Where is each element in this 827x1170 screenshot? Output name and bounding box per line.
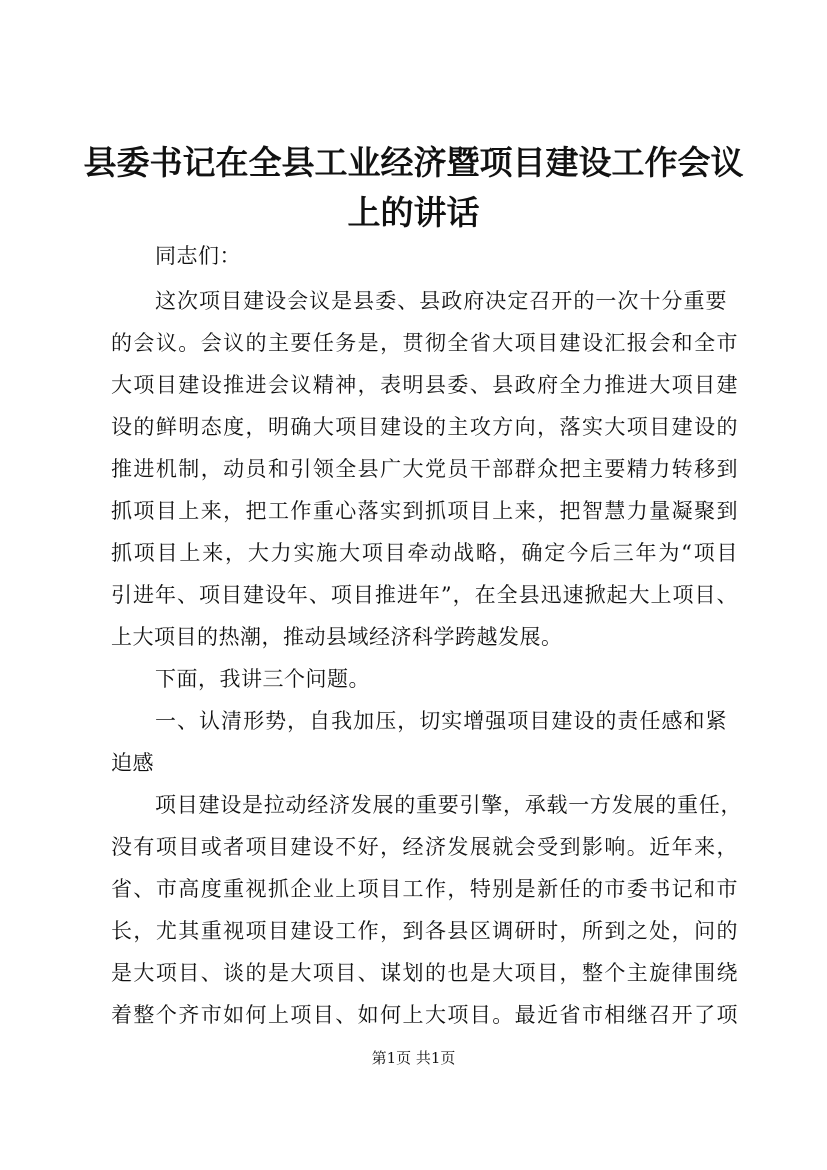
body-line: 抓项目上来，把工作重心落实到抓项目上来，把智慧力量凝聚到 xyxy=(111,499,738,523)
body-line: 上大项目的热潮，推动县域经济科学跨越发展。 xyxy=(111,625,563,649)
body-line: 长，尤其重视项目建设工作，到各县区调研时，所到之处，问的 xyxy=(111,919,738,943)
body-line: 抓项目上来，大力实施大项目牵动战略，确定今后三年为“项目 xyxy=(111,541,738,565)
body-line: 这次项目建设会议是县委、县政府决定召开的一次十分重要 xyxy=(155,289,727,313)
section-heading-line: 一、认清形势，自我加压，切实增强项目建设的责任感和紧 xyxy=(155,709,727,733)
body-line: 大项目建设推进会议精神，表明县委、县政府全力推进大项目建 xyxy=(111,373,738,397)
body-line: 引进年、项目建设年、项目推进年”，在全县迅速掀起大上项目、 xyxy=(111,583,738,607)
section-heading-line: 迫感 xyxy=(111,751,154,775)
document-title-line-1: 县委书记在全县工业经济暨项目建设工作会议 xyxy=(83,143,744,182)
body-line: 推进机制，动员和引领全县广大党员干部群众把主要精力转移到 xyxy=(111,457,738,481)
body-line: 项目建设是拉动经济发展的重要引擎，承载一方发展的重任， xyxy=(155,793,742,817)
body-line: 着整个齐市如何上项目、如何上大项目。最近省市相继召开了项 xyxy=(111,1003,738,1027)
page-footer: 第1页 共1页 xyxy=(371,1049,456,1067)
body-line: 的会议。会议的主要任务是，贯彻全省大项目建设汇报会和全市 xyxy=(111,331,738,355)
body-line: 是大项目、谈的是大项目、谋划的也是大项目，整个主旋律围绕 xyxy=(111,961,738,985)
body-line: 下面，我讲三个问题。 xyxy=(155,667,370,691)
body-line: 省、市高度重视抓企业上项目工作，特别是新任的市委书记和市 xyxy=(111,877,738,901)
body-line: 没有项目或者项目建设不好，经济发展就会受到影响。近年来， xyxy=(111,835,738,859)
document-title-line-2: 上的讲话 xyxy=(347,193,480,232)
salutation: 同志们： xyxy=(155,244,241,268)
body-line: 设的鲜明态度，明确大项目建设的主攻方向，落实大项目建设的 xyxy=(111,415,738,439)
